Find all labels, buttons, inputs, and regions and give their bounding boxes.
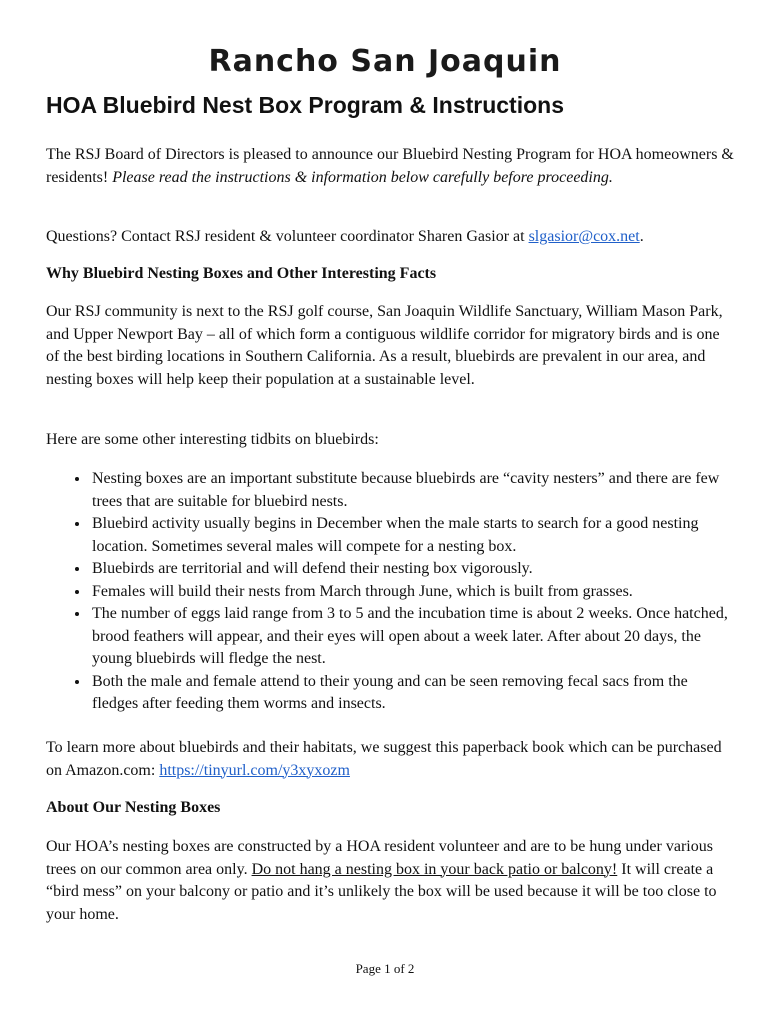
corridor-text: Our RSJ community is next to the RSJ golf course, San Joaquin Wildlife Sanctuary, William Mason Park, and Upper Newport Bay – all of which form a contiguous wildlife corridor for migratory birds and is one of the best birding locations in Southern California. As a result, bluebirds are prevalent in our area, and nesting boxes will help keep their population at a sustainable level. <box>46 303 723 388</box>
list-item: • Females will build their nests from March through June, which is built from grasses. <box>90 581 734 604</box>
email-link[interactable]: slgasior@cox.net <box>528 228 640 245</box>
questions-text: Questions? Contact RSJ resident & volunteer coordinator Sharen Gasior at <box>46 228 529 245</box>
learn-more-text: To learn more about bluebirds and their habitats, we suggest this paperback book which can be purchased on Amazon.com: <box>46 739 722 779</box>
page-number: Page 1 of 2 <box>355 961 415 976</box>
page-title: HOA Bluebird Nest Box Program & Instructions <box>46 92 564 118</box>
intro-italic: Please read the instructions & information below carefully before proceeding. <box>112 168 613 186</box>
tidbits-list <box>46 468 734 716</box>
list-item: • Both the male and female attend to their young and can be seen removing fecal sacs from the fledges after feeding them worms and insects. <box>90 671 734 716</box>
nesting-boxes-text: Our HOA’s nesting boxes are constructed by a HOA resident volunteer and are to be hung under various trees on our common area only. <box>46 838 713 878</box>
nesting-boxes-text-2: It will create a “bird mess” on your balcony or patio and it’s unlikely the box will be used because it will be too close to your home. <box>46 860 717 923</box>
questions-end: . <box>639 228 644 245</box>
nesting-boxes-paragraph <box>46 836 734 926</box>
tidbits-lead: Here are some other interesting tidbits on bluebirds: <box>46 431 379 448</box>
learn-more-paragraph <box>46 737 734 782</box>
list-item: • Bluebirds are territorial and will defend their nesting box vigorously. <box>90 558 734 581</box>
intro-paragraph <box>46 144 734 189</box>
list-item: • Bluebird activity usually begins in December when the male starts to search for a good nesting location. Sometimes several males will compete for a nesting box. <box>90 513 734 558</box>
list-item: • The number of eggs laid range from 3 to 5 and the incubation time is about 2 weeks. Once hatched, brood feathers will appear, and their eyes will open about a week later. After about 20 days, the young bluebirds will fledge the nest. <box>90 603 734 671</box>
corridor-paragraph <box>46 301 734 391</box>
questions-paragraph <box>46 226 734 249</box>
brand-logo: Rancho San Joaquin <box>208 44 562 79</box>
warning-text: Do not hang a nesting box in your back patio or balcony! <box>251 860 618 878</box>
list-item: • Nesting boxes are an important substitute because bluebirds are “cavity nesters” and there are few trees that are suitable for bluebird nests. <box>90 468 734 513</box>
book-link[interactable]: https://tinyurl.com/y3xyxozm <box>159 761 350 779</box>
intro-text: The RSJ Board of Directors is pleased to announce our Bluebird Nesting Program for HOA homeowners & residents! <box>46 146 734 186</box>
section-heading-bluebirds: Why Bluebird Nesting Boxes and Other Interesting Facts <box>46 265 437 282</box>
section-heading-nesting-boxes: About Our Nesting Boxes <box>46 799 221 816</box>
